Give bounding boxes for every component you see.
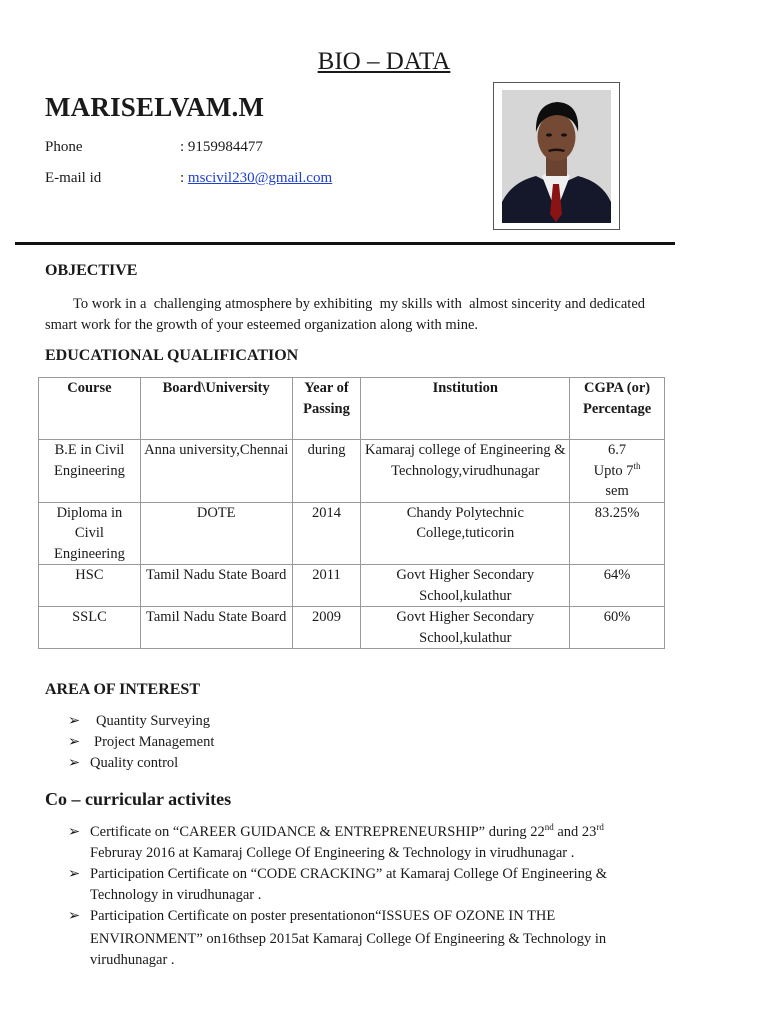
cocurricular-heading: Co – curricular activites [45, 789, 232, 809]
table-cell-year: 2014 [292, 502, 361, 565]
table-cell-board: Tamil Nadu State Board [140, 565, 292, 607]
interest-item: Quality control [90, 755, 179, 771]
column-header: CGPA (or) Percentage [570, 378, 665, 440]
table-cell-score [570, 440, 665, 503]
table-cell-board: DOTE [140, 502, 292, 565]
activity-text: and 23 [553, 824, 597, 840]
column-header: Board\University [140, 378, 292, 440]
table-cell-course: B.E in Civil Engineering [39, 440, 141, 503]
list-item [68, 822, 708, 864]
email-row [180, 170, 332, 187]
activity-line: virudhunagar . [90, 952, 175, 968]
table-cell-year: 2011 [292, 565, 361, 607]
table-cell-score: 83.25% [570, 502, 665, 565]
activity-line: Participation Certificate on poster presentationon“ISSUES OF OZONE IN THE [90, 908, 556, 924]
arrow-bullet-icon: ➢ [68, 824, 81, 840]
table-row [39, 607, 665, 649]
candidate-name: MARISELVAM.M [45, 92, 265, 122]
email-colon: : [180, 170, 188, 186]
activity-text: Certificate on “CAREER GUIDANCE & ENTREPRENEURSHIP” during 22 [90, 824, 545, 840]
score-note [572, 461, 662, 482]
list-item [68, 864, 708, 906]
activity-line: Technology in virudhunagar . [90, 887, 262, 903]
interest-list [68, 711, 368, 774]
arrow-bullet-icon: ➢ [68, 713, 81, 729]
list-item [68, 732, 368, 753]
table-cell-year: 2009 [292, 607, 361, 649]
interest-item: Quantity Surveying [96, 713, 210, 729]
education-table [38, 377, 665, 649]
table-cell-year: during [292, 440, 361, 503]
education-heading: EDUCATIONAL QUALIFICATION [45, 347, 299, 364]
score-note-text: Upto 7 [593, 462, 634, 479]
email-link[interactable]: mscivil230@gmail.com [187, 170, 333, 186]
objective-line-2: smart work for the growth of your esteemed organization along with mine. [45, 317, 479, 333]
phone-value: : 9159984477 [180, 139, 263, 155]
interest-heading: AREA OF INTEREST [45, 681, 200, 698]
objective-line-1: To work in a challenging atmosphere by exhibiting my skills with almost sincerity and dedicated [73, 296, 646, 312]
cocurricular-list [68, 822, 708, 972]
arrow-bullet-icon: ➢ [68, 734, 81, 750]
table-cell-board: Anna university,Chennai [140, 440, 292, 503]
table-cell-institution: Govt Higher Secondary School,kulathur [361, 607, 570, 649]
table-cell-institution: Chandy Polytechnic College,tuticorin [361, 502, 570, 565]
score-note-end: sem [605, 483, 629, 499]
email-label: E-mail id [45, 170, 102, 186]
table-cell-score: 64% [570, 565, 665, 607]
table-cell-course: Diploma in Civil Engineering [39, 502, 141, 565]
table-cell-institution: Govt Higher Secondary School,kulathur [361, 565, 570, 607]
ordinal-sup: nd [544, 822, 554, 833]
profile-photo-frame [493, 82, 620, 230]
profile-photo [502, 90, 611, 223]
table-row [39, 440, 665, 503]
table-cell-course: HSC [39, 565, 141, 607]
header-divider [15, 242, 675, 245]
score-note-sup: th [633, 460, 641, 471]
activity-line: ENVIRONMENT” on16thsep 2015at Kamaraj College Of Engineering & Technology in [90, 931, 607, 947]
objective-heading: OBJECTIVE [45, 262, 138, 279]
arrow-bullet-icon: ➢ [68, 866, 81, 882]
column-header: Institution [361, 378, 570, 440]
arrow-bullet-icon: ➢ [68, 908, 81, 924]
document-title: BIO – DATA [317, 48, 451, 75]
activity-line [90, 822, 604, 843]
table-cell-institution: Kamaraj college of Engineering & Technology,virudhunagar [361, 440, 570, 503]
list-item [68, 906, 708, 972]
list-item [68, 753, 368, 774]
activity-line: Participation Certificate on “CODE CRACKING” at Kamaraj College Of Engineering & [90, 866, 608, 882]
score-value: 6.7 [607, 442, 627, 458]
list-item [68, 711, 368, 732]
table-row [39, 502, 665, 565]
table-row [39, 565, 665, 607]
table-cell-course: SSLC [39, 607, 141, 649]
interest-item: Project Management [94, 734, 215, 750]
phone-label: Phone [45, 139, 83, 155]
table-header-row [39, 378, 665, 440]
ordinal-sup: rd [596, 822, 604, 833]
table-cell-board: Tamil Nadu State Board [140, 607, 292, 649]
arrow-bullet-icon: ➢ [68, 755, 81, 771]
table-cell-score: 60% [570, 607, 665, 649]
column-header: Course [39, 378, 141, 440]
activity-line: Februray 2016 at Kamaraj College Of Engineering & Technology in virudhunagar . [90, 845, 575, 861]
column-header: Year of Passing [292, 378, 361, 440]
